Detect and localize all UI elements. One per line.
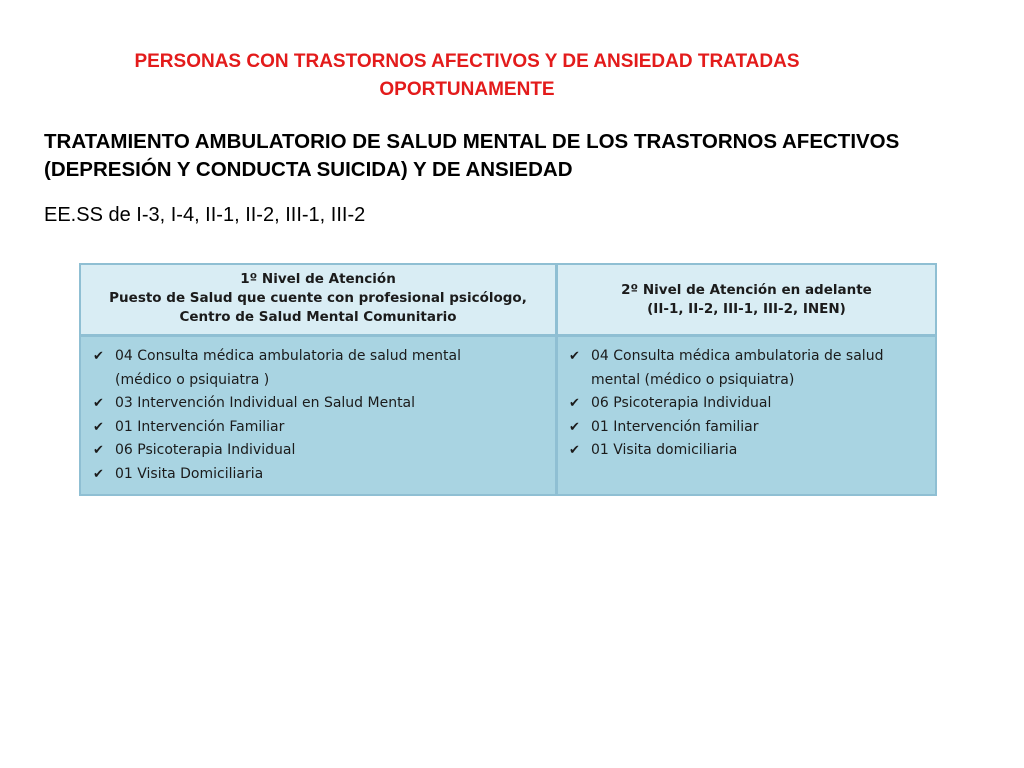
care-levels-table — [79, 263, 937, 496]
list-item-text: mental (médico o psiquiatra) — [591, 371, 795, 388]
slide-subtitle — [44, 128, 994, 184]
list-item-text: 01 Visita Domiciliaria — [115, 465, 264, 482]
slide-title-line-1: PERSONAS CON TRASTORNOS AFECTIVOS Y DE ANSIEDAD TRATADAS — [134, 51, 800, 72]
slide-subtitle-line-2: (DEPRESIÓN Y CONDUCTA SUICIDA) Y DE ANSIEDAD — [44, 158, 573, 181]
header-second-level-line-2: (II-1, II-2, III-1, III-2, INEN) — [647, 301, 846, 317]
header-first-level-line-3: Centro de Salud Mental Comunitario — [179, 309, 457, 325]
list-item-text: (médico o psiquiatra ) — [115, 371, 270, 388]
checkmark-icon: ✔ — [93, 443, 104, 458]
checkmark-icon: ✔ — [93, 419, 104, 435]
list-item-continuation — [91, 369, 555, 393]
list-item-text: 04 Consulta médica ambulatoria de salud — [591, 348, 884, 364]
list-item — [91, 463, 555, 487]
list-item-text: 06 Psicoterapia Individual — [115, 442, 296, 458]
checkmark-icon: ✔ — [569, 349, 580, 364]
slide-subtitle-line-1: TRATAMIENTO AMBULATORIO DE SALUD MENTAL DE LOS TRASTORNOS AFECTIVOS — [44, 130, 900, 153]
checkmark-icon: ✔ — [569, 396, 580, 411]
list-item-text: 01 Intervención Familiar — [115, 418, 285, 435]
list-item-text: 01 Intervención familiar — [591, 418, 759, 435]
list-item — [91, 439, 555, 463]
header-first-level — [81, 265, 558, 334]
facility-levels-text: EE.SS de I-3, I-4, II-1, II-2, III-1, III-2 — [44, 204, 366, 226]
second-level-services — [558, 337, 935, 494]
header-first-level-line-2: Puesto de Salud que cuente con profesional psicólogo, — [109, 290, 527, 306]
checkmark-icon: ✔ — [93, 396, 104, 411]
list-item — [567, 439, 935, 463]
first-level-services — [81, 337, 558, 494]
header-second-level — [558, 265, 935, 334]
list-item — [91, 392, 555, 416]
list-item-text: 04 Consulta médica ambulatoria de salud mental — [115, 348, 461, 364]
list-item-continuation — [567, 369, 935, 393]
list-item — [567, 392, 935, 416]
list-item-text: 03 Intervención Individual en Salud Mental — [115, 395, 416, 411]
list-item-text: 01 Visita domiciliaria — [591, 442, 738, 458]
list-item-text: 06 Psicoterapia Individual — [591, 395, 772, 411]
checkmark-icon: ✔ — [569, 443, 580, 458]
checkmark-icon: ✔ — [93, 349, 104, 364]
table-header-row — [81, 265, 935, 337]
list-item — [567, 416, 935, 440]
slide-title — [90, 48, 844, 104]
list-item — [567, 345, 935, 369]
list-item — [91, 416, 555, 440]
header-first-level-line-1: 1º Nivel de Atención — [240, 271, 396, 287]
checkmark-icon: ✔ — [569, 419, 580, 435]
header-second-level-line-1: 2º Nivel de Atención en adelante — [621, 282, 872, 298]
table-body-row — [81, 337, 935, 494]
slide-title-line-2: OPORTUNAMENTE — [379, 79, 555, 100]
checkmark-icon: ✔ — [93, 466, 104, 482]
list-item — [91, 345, 555, 369]
